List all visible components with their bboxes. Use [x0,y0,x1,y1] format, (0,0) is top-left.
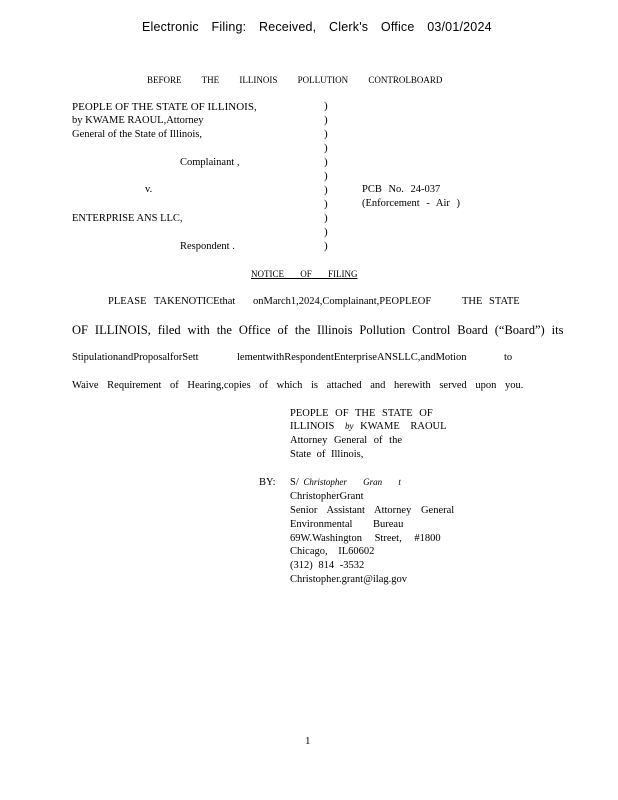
esig-prefix: S/ [290,477,299,488]
defendant-name: ENTERPRISE ANS LLC, [72,213,183,224]
body-line4: Waive Requirement of Hearing,copies of which is attached and herewith served upon you. [72,380,524,391]
notice-title: NOTICE OF FILING [251,269,358,279]
sig-party2-name: KWAME RAOUL [360,421,447,432]
paren: ) [324,128,328,140]
case-number: PCB No. 24-037 [362,184,441,195]
caption-party-line1: PEOPLE OF THE STATE OF ILLINOIS, [72,101,257,113]
by-label: BY: [259,477,276,488]
paren: ) [324,184,328,196]
paren: ) [324,100,328,112]
sig-address1: 69W.Washington Street, #1800 [290,533,441,544]
complainant-label: Complainant , [180,157,240,168]
paren: ) [324,156,328,168]
sig-party4: State of Illinois, [290,449,364,460]
caption-parens [324,99,328,253]
body-line1b: onMarch1,2024,Complainant,PEOPLEOF [253,296,432,307]
respondent-label: Respondent . [180,241,235,252]
body-line2: OF ILLINOIS, filed with the Office of the Illinois Pollution Control Board (“Board”) its [72,323,564,337]
filing-stamp: Electronic Filing: Received, Clerk's Office 03/01/2024 [142,20,492,34]
sig-party2 [290,421,447,432]
sig-title: Senior Assistant Attorney General [290,505,455,516]
sig-phone: (312) 814 -3532 [290,560,365,571]
esignature [290,477,401,488]
sig-name: ChristopherGrant [290,491,364,502]
body-line1c: THE STATE [462,296,520,307]
sig-bureau: Environmental Bureau [290,519,404,530]
sig-party2-by: by [344,421,354,431]
case-type: (Enforcement - Air ) [362,198,461,209]
paren: ) [324,240,328,252]
versus-label: v. [145,184,153,195]
court-title: BEFORE THE ILLINOIS POLLUTION CONTROLBOARD [147,75,443,85]
paren: ) [324,226,328,238]
paren: ) [324,198,328,210]
body-line3c: to [504,352,513,363]
caption-party-line3: General of the State of Illinois, [72,129,203,140]
sig-email: Christopher.grant@ilag.gov [290,574,407,585]
sig-party1: PEOPLE OF THE STATE OF [290,408,433,419]
paren: ) [324,170,328,182]
sig-party3: Attorney General of the [290,435,403,446]
caption-party-line2: by KWAME RAOUL,Attorney [72,115,204,126]
body-line3a: StipulationandProposalforSett [72,352,199,363]
paren: ) [324,212,328,224]
esig-name: Christopher Gran t [303,477,401,487]
sig-party2-state: ILLINOIS [290,421,335,432]
paren: ) [324,114,328,126]
body-line3b: lementwithRespondentEnterpriseANSLLC,andMotion [237,352,467,363]
page-number: 1 [305,735,311,747]
body-line1a: PLEASE TAKENOTICEthat [108,296,236,307]
sig-address2: Chicago, IL60602 [290,546,375,557]
paren: ) [324,142,328,154]
